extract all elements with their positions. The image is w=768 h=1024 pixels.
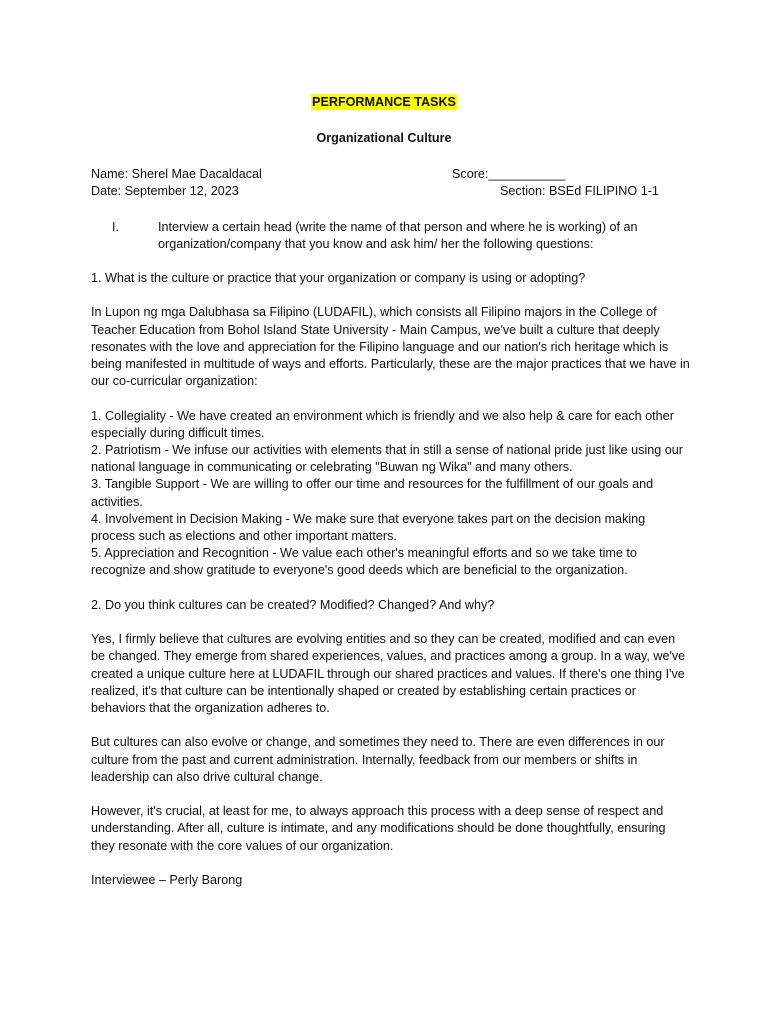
practice-item: 1. Collegiality - We have created an environment which is friendly and we also help & care for each other especially during difficult times. [91, 408, 674, 440]
answer-2-paragraph: However, it's crucial, at least for me, to always approach this process with a deep sense of respect and understanding. After all, culture is intimate, and any modifications should be done thoughtfully, ensuring they resonate with the core values of our organization. [91, 804, 666, 853]
practice-item: 3. Tangible Support - We are willing to offer our time and resources for the fulfillment of our goals and activities. [91, 477, 654, 509]
instruction-numeral: I. [112, 220, 119, 234]
date-line: Date: September 12, 2023 [91, 184, 239, 198]
question-1: 1. What is the culture or practice that your organization or company is using or adopting? [91, 271, 586, 285]
practice-item: 2. Patriotism - We infuse our activities with elements that in still a sense of national pride just like using our national language in communicating or celebrating "Buwan ng Wika" and many others. [91, 443, 683, 475]
highlighted-title-text: PERFORMANCE TASKS [312, 95, 456, 109]
practice-item: 4. Involvement in Decision Making - We make sure that everyone takes part on the decision making process such as elections and other important matters. [91, 511, 646, 544]
answer-1-intro: In Lupon ng mga Dalubhasa sa Filipino (LUDAFIL), which consists all Filipino majors in the College of Teacher Education from Bohol Island State University - Main Campus, we've built a culture that deeply resonates with the love and appreciation for the Filipino language and our nation's rich heritage which is being manifested in multitude of ways and efforts. Particularly, these are the major practices that we have in our co-curricular organization: [91, 305, 690, 389]
answer-2-paragraph: But cultures can also evolve or change, and sometimes they need to. There are even differences in our culture from the past and current administration. Internally, feedback from our members or shifts in leadership can also drive cultural change. [91, 735, 665, 784]
interview-body [91, 270, 691, 906]
section-line: Section: BSEd FILIPINO 1-1 [500, 184, 659, 198]
answer-2-paragraph: Yes, I firmly believe that cultures are evolving entities and so they can be created, modified and can even be changed. They emerge from shared experiences, values, and practices among a group. In a way, we've created a unique culture here at LUDAFIL through our shared practices and values. If there's one thing I've realized, it's that culture can be intentionally shaped or created by establishing certain practices or behaviors that the organization adheres to. [91, 632, 686, 716]
score-field: Score:___________ [452, 167, 566, 181]
interviewee-line: Interviewee – Perly Barong [91, 873, 243, 887]
question-2: 2. Do you think cultures can be created? Modified? Changed? And why? [91, 597, 495, 612]
practice-item: 5. Appreciation and Recognition - We value each other's meaningful efforts and so we take time to recognize and show gratitude to everyone's good deeds which are beneficial to the organization. [91, 546, 637, 578]
document-title [0, 94, 768, 111]
student-name: Name: Sherel Mae Dacaldacal [91, 167, 262, 181]
document-subtitle: Organizational Culture [316, 131, 452, 145]
instruction-text: Interview a certain head (write the name of that person and where he is working) of an organization/company that you know and ask him/ her the following questions: [158, 220, 638, 252]
